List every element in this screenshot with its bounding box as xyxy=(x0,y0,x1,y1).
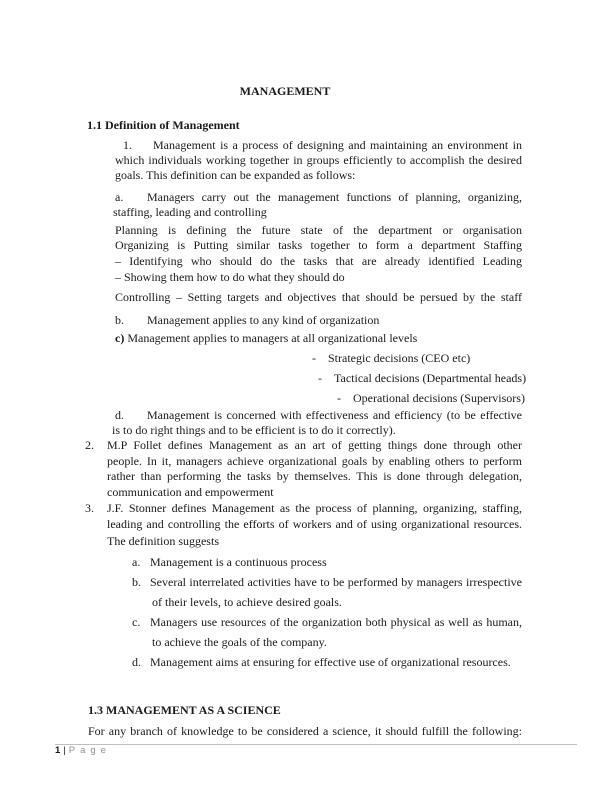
paragraph-line: Managers carry out the management functions of planning, organizing, xyxy=(147,190,522,204)
paragraph-line: J.F. Stonner defines Management as the process of planning, organizing, staffing, xyxy=(107,501,522,515)
paragraph-line: Management is concerned with effectiveness and efficiency (to be effective xyxy=(147,408,522,422)
sublist-marker-c: c. xyxy=(132,615,141,629)
list-marker-2: 2. xyxy=(85,438,94,452)
decision-level-item xyxy=(312,351,470,366)
dash-bullet: - xyxy=(318,371,322,385)
sublist-marker-a: a. xyxy=(132,555,141,569)
list-marker-d: d. xyxy=(115,408,124,422)
paragraph-line: leading and controlling the efforts of workers and of using organizational resources. xyxy=(107,517,522,531)
paragraph-line: staffing, leading and controlling xyxy=(113,205,267,219)
paragraph-line: Strategic decisions (CEO etc) xyxy=(328,351,471,365)
paragraph-line: Operational decisions (Supervisors) xyxy=(353,391,525,405)
list-item-c xyxy=(115,331,522,346)
footer-page-label: Page xyxy=(68,745,111,756)
paragraph-line: Management is a continuous process xyxy=(150,555,327,569)
section-heading-1-1: 1.1 Definition of Management xyxy=(87,118,240,132)
paragraph-line: rather than performing the tasks by themselves. This is done through delegation, xyxy=(107,469,522,483)
paragraph-line: Organizing is Putting similar tasks together to form a department Staffing xyxy=(115,238,522,252)
paragraph-line: Controlling – Setting targets and objectives that should be persued by the staff xyxy=(115,290,522,304)
paragraph-line: Tactical decisions (Departmental heads) xyxy=(334,371,527,385)
paragraph-line: which individuals working together in groups efficiently to accomplish the desired xyxy=(115,153,522,167)
paragraph-line: Management is a process of designing and maintaining an environment in xyxy=(153,138,522,152)
list-marker-a: a. xyxy=(115,190,124,204)
sublist-marker-d: d. xyxy=(132,655,141,669)
document-title: MANAGEMENT xyxy=(239,84,331,98)
paragraph-line: to achieve the goals of the company. xyxy=(152,635,327,649)
paragraph-line: M.P Follet defines Management as an art of getting things done through other xyxy=(107,438,522,452)
dash-bullet: - xyxy=(312,351,316,365)
sublist-marker-b: b. xyxy=(132,575,141,589)
footer-rule xyxy=(55,744,577,745)
list-marker-b: b. xyxy=(115,313,124,327)
paragraph-line: Several interrelated activities have to be performed by managers irrespective xyxy=(150,575,522,589)
paragraph-line: Management applies to any kind of organization xyxy=(147,313,380,327)
paragraph-line: of their levels, to achieve desired goals. xyxy=(152,595,342,609)
paragraph-line: communication and empowerment xyxy=(107,485,274,499)
list-marker-1: 1. xyxy=(123,138,132,152)
paragraph-line: The definition suggests xyxy=(107,534,219,548)
paragraph-line: is to do right things and to be efficient is to do it correctly). xyxy=(112,423,396,437)
section-heading-1-3: 1.3 MANAGEMENT AS A SCIENCE xyxy=(88,703,281,717)
paragraph-line: For any branch of knowledge to be considered a science, it should fulfill the following: xyxy=(88,724,522,738)
paragraph-line: – Identifying who should do the tasks that are already identified Leading xyxy=(115,254,522,268)
paragraph-line: Planning is defining the future state of the department or organisation xyxy=(115,223,522,237)
footer-separator: | xyxy=(63,745,66,756)
list-marker-3: 3. xyxy=(85,501,94,515)
paragraph-line: – Showing them how to do what they should do xyxy=(115,270,345,284)
page-number: 1 xyxy=(55,745,61,756)
paragraph-line: Managers use resources of the organization both physical as well as human, xyxy=(150,615,522,629)
list-marker-c: c) xyxy=(115,331,125,345)
dash-bullet: - xyxy=(337,391,341,405)
decision-level-item xyxy=(337,391,525,406)
decision-level-item xyxy=(318,371,526,386)
paragraph-line: Management aims at ensuring for effective use of organizational resources. xyxy=(150,655,511,669)
paragraph-line: Management applies to managers at all organizational levels xyxy=(127,331,418,345)
paragraph-line: people. In it, managers achieve organizational goals by enabling others to perform xyxy=(107,454,522,468)
page-footer xyxy=(55,745,111,757)
paragraph-line: goals. This definition can be expanded as follows: xyxy=(115,168,356,182)
